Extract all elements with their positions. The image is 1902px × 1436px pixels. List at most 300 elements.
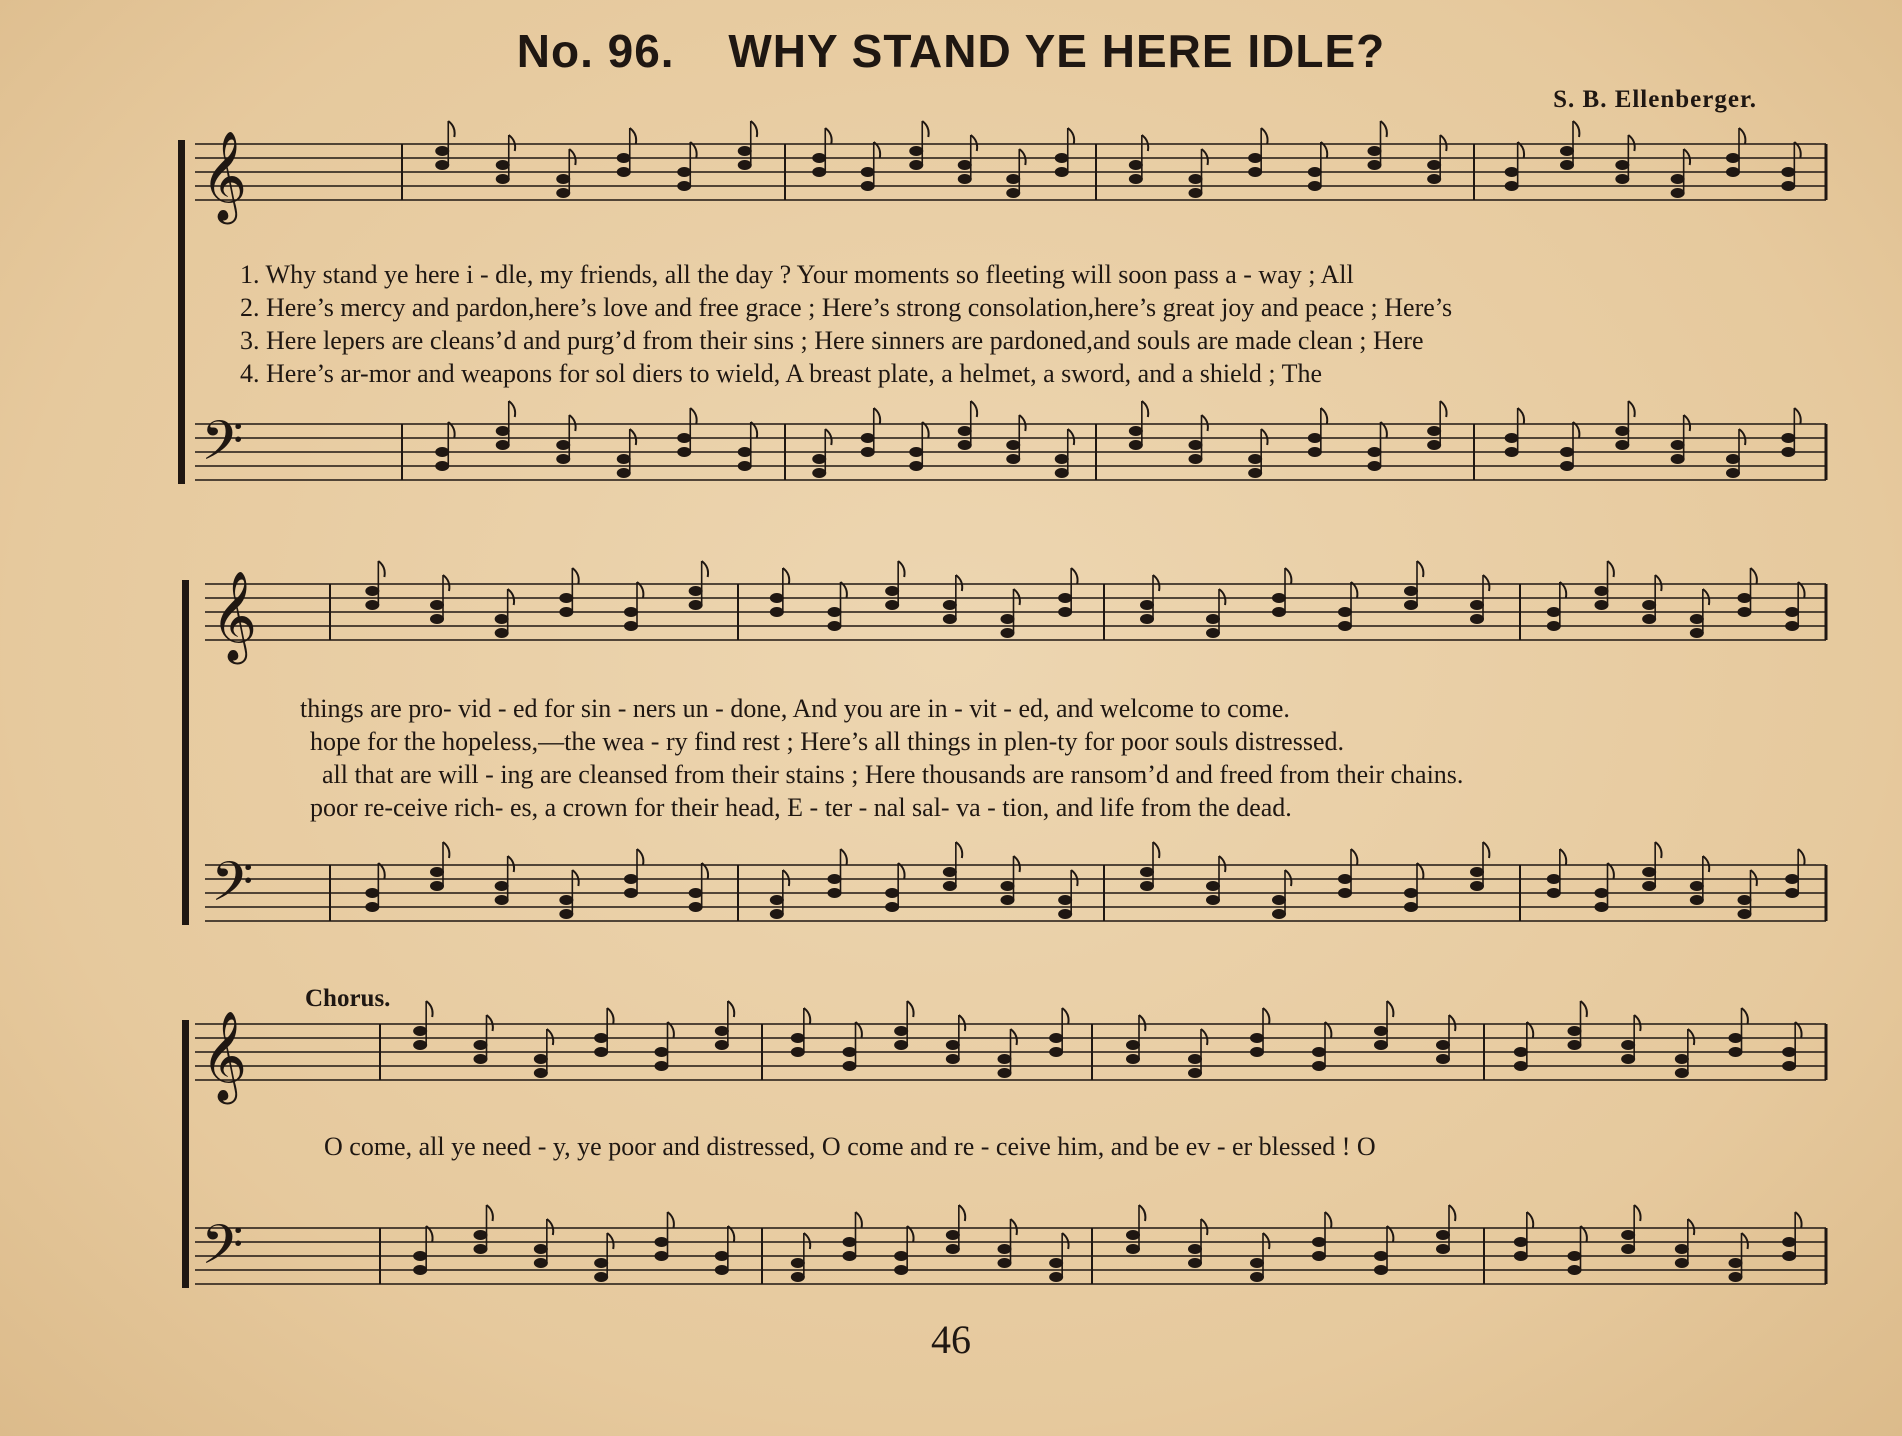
note-flag — [1703, 856, 1709, 872]
lyric-line: hope for the hopeless,—the wea - ry find rest ; Here’s all things in plen-ty for poor souls distressed. — [310, 727, 1344, 756]
note-head — [435, 461, 449, 471]
note-head — [1729, 1258, 1743, 1268]
note-head — [1001, 628, 1015, 638]
note-head — [1690, 881, 1704, 891]
note-flag — [751, 121, 757, 137]
note-flag — [1321, 408, 1327, 424]
lyric-line: O come, all ye need - y, ye poor and distressed, O come and re - ceive him, and be ev - er blessed ! O — [324, 1132, 1376, 1161]
note-head — [1782, 1237, 1796, 1247]
note-head — [894, 1026, 908, 1036]
note-head — [1690, 628, 1704, 638]
note-flag — [508, 856, 514, 872]
composer-credit: S. B. Ellenberger. — [1553, 86, 1757, 113]
note-head — [495, 881, 509, 891]
note-head — [1514, 1061, 1528, 1071]
note-flag — [1219, 856, 1225, 872]
note-head — [791, 1258, 805, 1268]
note-head — [1308, 433, 1322, 443]
note-head — [1058, 909, 1072, 919]
lyric-line: 4. Here’s ar-mor and weapons for sol diers to wield, A breast plate, a helmet, a sword, and a shield ; The — [240, 359, 1323, 388]
note-head — [1250, 1033, 1264, 1043]
note-head — [909, 160, 923, 170]
note-head — [843, 1061, 857, 1071]
note-flag — [690, 408, 696, 424]
note-head — [1738, 593, 1752, 603]
note-head — [556, 440, 570, 450]
note-head — [812, 153, 826, 163]
note-head — [1001, 895, 1015, 905]
note-head — [861, 167, 875, 177]
note-flag — [804, 1008, 810, 1024]
note-flag — [1684, 149, 1690, 165]
note-flag — [1449, 1205, 1455, 1221]
note-head — [1781, 167, 1795, 177]
note-flag — [569, 149, 575, 165]
note-head — [556, 174, 570, 184]
note-head — [1427, 174, 1441, 184]
note-head — [689, 888, 703, 898]
note-head — [894, 1265, 908, 1275]
note-head — [534, 1054, 548, 1064]
lyric-line: things are pro- vid - ed for sin - ners un - done, And you are in - vit - ed, and welcome to come. — [300, 694, 1290, 723]
note-head — [1188, 1054, 1202, 1064]
system-bracket — [178, 140, 185, 484]
note-head — [1785, 621, 1799, 631]
note-head — [715, 1265, 729, 1275]
note-head — [594, 1272, 608, 1282]
note-flag — [1703, 589, 1709, 605]
note-flag — [804, 1233, 810, 1249]
note-head — [1560, 160, 1574, 170]
note-head — [1001, 614, 1015, 624]
note-head — [430, 867, 444, 877]
note-head — [655, 1237, 669, 1247]
note-head — [1140, 600, 1154, 610]
note-head — [1404, 600, 1418, 610]
note-flag — [1684, 415, 1690, 431]
note-head — [689, 902, 703, 912]
note-head — [1671, 440, 1685, 450]
note-head — [828, 874, 842, 884]
note-head — [1126, 1230, 1140, 1240]
note-head — [689, 600, 703, 610]
note-flag — [922, 121, 928, 137]
note-flag — [508, 589, 514, 605]
note-flag — [487, 1015, 493, 1031]
note-head — [624, 607, 638, 617]
note-head — [738, 461, 752, 471]
note-head — [365, 888, 379, 898]
note-head — [1615, 440, 1629, 450]
note-head — [1058, 593, 1072, 603]
note-flag — [607, 1233, 613, 1249]
note-flag — [1142, 401, 1148, 417]
note-flag — [841, 849, 847, 865]
note-flag — [1628, 135, 1634, 151]
note-flag — [1387, 1001, 1393, 1017]
note-head — [617, 454, 631, 464]
note-head — [738, 447, 752, 457]
note-flag — [572, 568, 578, 584]
note-head — [1374, 1040, 1388, 1050]
note-flag — [1153, 842, 1159, 858]
note-head — [770, 909, 784, 919]
note-head — [943, 600, 957, 610]
note-flag — [1139, 1015, 1145, 1031]
note-flag — [1518, 408, 1524, 424]
note-flag — [1560, 849, 1566, 865]
note-flag — [1263, 1008, 1269, 1024]
note-head — [1781, 447, 1795, 457]
treble-clef: 𝄞 — [201, 1011, 248, 1101]
note-head — [1675, 1258, 1689, 1268]
note-flag — [1581, 1001, 1587, 1017]
bass-clef: 𝄢 — [201, 409, 244, 486]
note-flag — [1011, 1029, 1017, 1045]
note-head — [1782, 1251, 1796, 1261]
note-flag — [1655, 842, 1661, 858]
note-head — [1126, 1054, 1140, 1064]
note-head — [1781, 433, 1795, 443]
note-head — [556, 454, 570, 464]
note-head — [655, 1061, 669, 1071]
note-head — [1642, 614, 1656, 624]
note-head — [1675, 1054, 1689, 1064]
note-flag — [1071, 870, 1077, 886]
note-head — [1129, 160, 1143, 170]
note-flag — [569, 415, 575, 431]
note-head — [1248, 468, 1262, 478]
note-head — [1272, 607, 1286, 617]
note-head — [495, 628, 509, 638]
note-head — [1547, 621, 1561, 631]
note-head — [1595, 600, 1609, 610]
note-flag — [1261, 429, 1267, 445]
note-flag — [1261, 128, 1267, 144]
note-head — [1690, 895, 1704, 905]
note-flag — [378, 561, 384, 577]
note-head — [1436, 1040, 1450, 1050]
system-bracket — [182, 580, 189, 925]
note-flag — [487, 1205, 493, 1221]
note-head — [594, 1033, 608, 1043]
note-head — [1206, 881, 1220, 891]
note-flag — [1608, 561, 1614, 577]
note-head — [624, 888, 638, 898]
note-head — [998, 1244, 1012, 1254]
note-head — [1470, 881, 1484, 891]
note-head — [1006, 188, 1020, 198]
note-flag — [1201, 1219, 1207, 1235]
note-head — [1338, 888, 1352, 898]
note-flag — [1440, 135, 1446, 151]
note-head — [594, 1047, 608, 1057]
note-head — [958, 174, 972, 184]
note-flag — [971, 401, 977, 417]
note-head — [1188, 1244, 1202, 1254]
note-head — [1690, 614, 1704, 624]
note-head — [1374, 1265, 1388, 1275]
note-head — [1615, 174, 1629, 184]
note-flag — [1449, 1015, 1455, 1031]
note-head — [1049, 1047, 1063, 1057]
note-head — [1272, 895, 1286, 905]
note-head — [1595, 888, 1609, 898]
note-head — [1675, 1068, 1689, 1078]
note-head — [1250, 1047, 1264, 1057]
note-head — [894, 1040, 908, 1050]
note-head — [958, 426, 972, 436]
note-head — [1140, 881, 1154, 891]
note-head — [998, 1258, 1012, 1268]
note-head — [1049, 1272, 1063, 1282]
note-head — [1189, 440, 1203, 450]
note-head — [946, 1040, 960, 1050]
note-head — [791, 1272, 805, 1282]
note-head — [559, 895, 573, 905]
note-flag — [1062, 1233, 1068, 1249]
note-head — [413, 1265, 427, 1275]
note-head — [677, 433, 691, 443]
note-head — [1738, 909, 1752, 919]
note-flag — [1285, 870, 1291, 886]
note-head — [1140, 614, 1154, 624]
note-head — [791, 1047, 805, 1057]
note-head — [1055, 454, 1069, 464]
lyric-line: 2. Here’s mercy and pardon,here’s love and free grace ; Here’s strong consolation,here’s great joy and peace ; Here’s — [240, 293, 1453, 322]
note-head — [715, 1026, 729, 1036]
note-flag — [1483, 575, 1489, 591]
note-flag — [448, 121, 454, 137]
note-flag — [1014, 856, 1020, 872]
note-head — [559, 909, 573, 919]
note-head — [556, 188, 570, 198]
note-head — [1505, 181, 1519, 191]
note-head — [1505, 447, 1519, 457]
note-head — [1312, 1047, 1326, 1057]
note-flag — [1219, 589, 1225, 605]
note-head — [1726, 468, 1740, 478]
note-head — [1055, 153, 1069, 163]
note-head — [812, 454, 826, 464]
hymn-title: WHY STAND YE HERE IDLE? — [728, 25, 1386, 77]
note-head — [1726, 454, 1740, 464]
note-head — [909, 461, 923, 471]
note-head — [861, 181, 875, 191]
note-head — [1248, 153, 1262, 163]
note-flag — [959, 1205, 965, 1221]
note-head — [1368, 160, 1382, 170]
note-head — [1642, 600, 1656, 610]
note-head — [435, 160, 449, 170]
note-head — [1272, 593, 1286, 603]
note-head — [1615, 160, 1629, 170]
note-head — [624, 621, 638, 631]
note-flag — [547, 1029, 553, 1045]
note-flag — [509, 135, 515, 151]
note-head — [1338, 874, 1352, 884]
note-flag — [630, 128, 636, 144]
note-head — [812, 468, 826, 478]
note-head — [534, 1244, 548, 1254]
note-flag — [607, 1008, 613, 1024]
note-flag — [1739, 128, 1745, 144]
note-flag — [1202, 149, 1208, 165]
note-head — [791, 1033, 805, 1043]
note-head — [1615, 426, 1629, 436]
note-head — [1129, 174, 1143, 184]
lyric-line: 1. Why stand ye here i - dle, my friends, all the day ? Your moments so fleeting will soon pass a - way ; All — [240, 260, 1354, 289]
note-head — [1568, 1265, 1582, 1275]
note-head — [1782, 1061, 1796, 1071]
note-head — [495, 614, 509, 624]
note-head — [617, 153, 631, 163]
note-head — [1126, 1244, 1140, 1254]
note-flag — [783, 568, 789, 584]
note-head — [1189, 454, 1203, 464]
note-head — [1671, 188, 1685, 198]
note-flag — [825, 128, 831, 144]
note-head — [1404, 902, 1418, 912]
note-head — [1726, 167, 1740, 177]
note-head — [430, 614, 444, 624]
note-head — [1547, 607, 1561, 617]
note-head — [1055, 468, 1069, 478]
note-head — [365, 902, 379, 912]
bass-clef: 𝄢 — [211, 850, 254, 927]
note-head — [1729, 1272, 1743, 1282]
note-head — [1049, 1033, 1063, 1043]
note-flag — [702, 561, 708, 577]
note-flag — [783, 870, 789, 886]
note-head — [738, 146, 752, 156]
note-head — [689, 586, 703, 596]
note-head — [559, 607, 573, 617]
note-flag — [668, 1212, 674, 1228]
note-head — [998, 1068, 1012, 1078]
note-flag — [1285, 568, 1291, 584]
note-head — [496, 174, 510, 184]
bass-clef: 𝄢 — [201, 1213, 244, 1290]
note-head — [1140, 867, 1154, 877]
note-flag — [1263, 1233, 1269, 1249]
note-head — [435, 146, 449, 156]
note-head — [1308, 181, 1322, 191]
note-head — [365, 600, 379, 610]
note-head — [1006, 174, 1020, 184]
note-head — [1206, 895, 1220, 905]
note-flag — [956, 842, 962, 858]
note-head — [1785, 888, 1799, 898]
note-head — [496, 440, 510, 450]
note-head — [1514, 1047, 1528, 1057]
note-head — [943, 881, 957, 891]
note-head — [715, 1040, 729, 1050]
note-head — [1621, 1230, 1635, 1240]
note-head — [828, 888, 842, 898]
note-head — [1642, 881, 1656, 891]
note-head — [1049, 1258, 1063, 1268]
note-flag — [1202, 415, 1208, 431]
note-head — [843, 1047, 857, 1057]
lyric-line: all that are will - ing are cleansed from their stains ; Here thousands are ransom’d and freed from their chains. — [322, 760, 1464, 789]
note-head — [1250, 1272, 1264, 1282]
note-head — [1675, 1244, 1689, 1254]
note-flag — [956, 575, 962, 591]
system-bracket — [182, 1020, 189, 1288]
note-head — [1505, 433, 1519, 443]
note-flag — [1795, 1212, 1801, 1228]
note-flag — [1655, 575, 1661, 591]
note-head — [413, 1251, 427, 1261]
note-head — [861, 447, 875, 457]
note-head — [1272, 909, 1286, 919]
note-head — [1621, 1040, 1635, 1050]
note-head — [1470, 867, 1484, 877]
note-head — [909, 447, 923, 457]
note-head — [413, 1040, 427, 1050]
note-head — [1514, 1237, 1528, 1247]
note-flag — [1019, 415, 1025, 431]
note-flag — [874, 408, 880, 424]
note-head — [1568, 1251, 1582, 1261]
note-head — [958, 440, 972, 450]
note-flag — [637, 849, 643, 865]
note-head — [770, 895, 784, 905]
note-head — [430, 600, 444, 610]
note-flag — [907, 1001, 913, 1017]
note-flag — [443, 575, 449, 591]
note-head — [617, 167, 631, 177]
note-head — [885, 888, 899, 898]
note-head — [1189, 174, 1203, 184]
note-head — [1055, 167, 1069, 177]
note-head — [1312, 1061, 1326, 1071]
note-head — [594, 1258, 608, 1268]
note-flag — [1014, 589, 1020, 605]
note-flag — [509, 401, 515, 417]
note-head — [677, 167, 691, 177]
note-head — [1206, 614, 1220, 624]
note-head — [1436, 1054, 1450, 1064]
note-head — [496, 160, 510, 170]
note-head — [1671, 174, 1685, 184]
note-head — [885, 586, 899, 596]
note-head — [1250, 1258, 1264, 1268]
treble-clef: 𝄞 — [211, 571, 258, 661]
note-head — [677, 181, 691, 191]
note-head — [1427, 160, 1441, 170]
lyric-line: poor re-ceive rich- es, a crown for their head, E - ter - nal sal- va - tion, and life from the dead. — [310, 793, 1292, 822]
note-head — [1312, 1237, 1326, 1247]
note-head — [1547, 888, 1561, 898]
note-head — [1189, 188, 1203, 198]
note-flag — [1573, 121, 1579, 137]
note-flag — [1628, 401, 1634, 417]
note-head — [1726, 153, 1740, 163]
note-head — [946, 1230, 960, 1240]
note-head — [885, 600, 899, 610]
note-head — [738, 160, 752, 170]
note-flag — [572, 870, 578, 886]
note-flag — [1351, 849, 1357, 865]
note-head — [1248, 167, 1262, 177]
note-head — [624, 874, 638, 884]
note-head — [1006, 440, 1020, 450]
note-flag — [1798, 849, 1804, 865]
note-head — [1514, 1251, 1528, 1261]
note-flag — [1483, 842, 1489, 858]
